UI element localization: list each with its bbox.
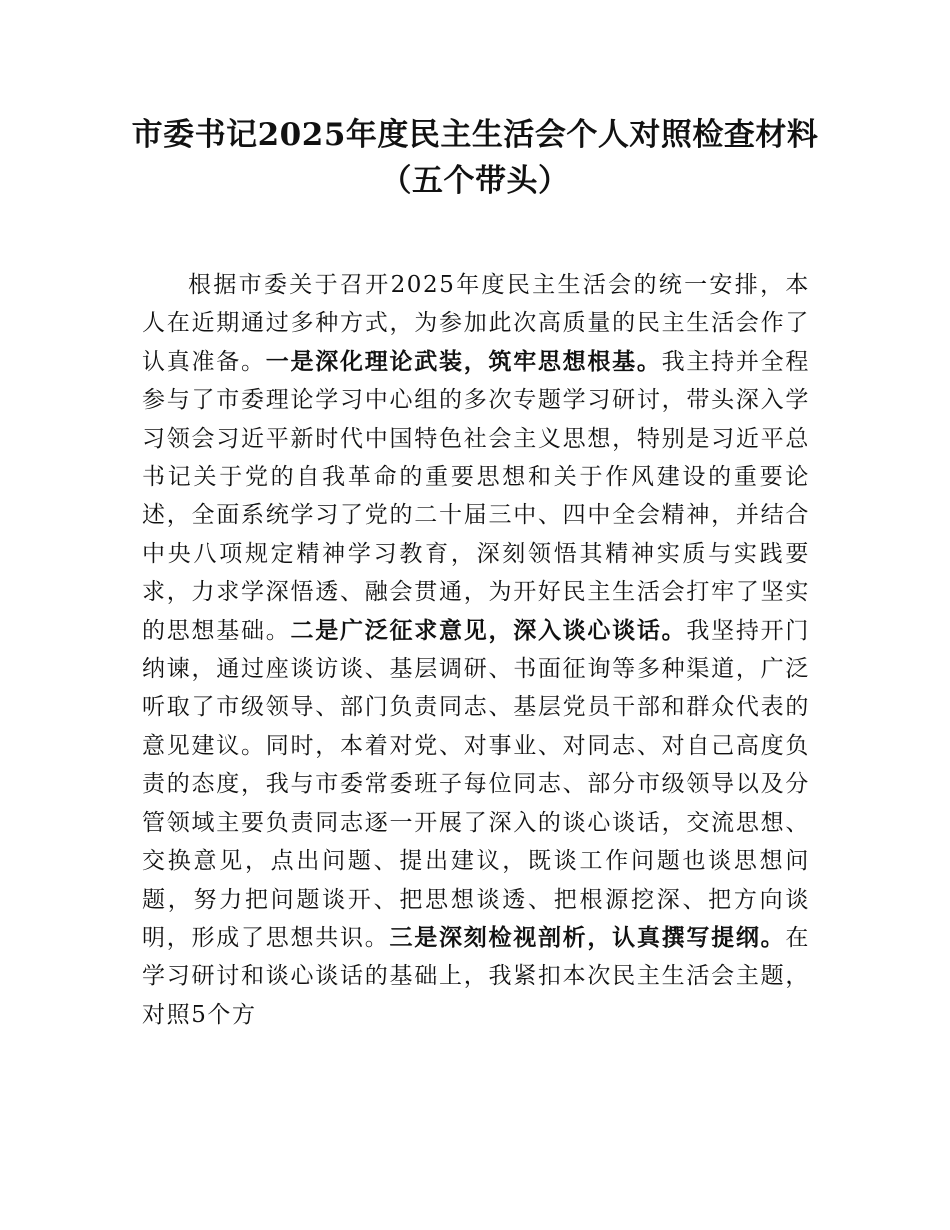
document-title: 市委书记2025年度民主生活会个人对照检查材料（五个带头） (131, 117, 819, 199)
point3-heading: 三是深刻检视剖析，认真撰写提纲。 (389, 924, 786, 951)
intro-text: 根据市委关于召开2025年度民主生活会的统一安排，本人在近期通过多种方式，为参加此次高质量的民主生活会作了认真准备。 (142, 272, 810, 375)
point3-text: 在学习研讨和谈心谈话的基础上，我紧扣本次民主生活会主题，对照5个方 (142, 924, 811, 1028)
point2-text: 我坚持开门纳谏，通过座谈访谈、基层调研、书面征询等多种渠道，广泛听取了市级领导、部门负责同志、基层党员干部和群众代表的意见建议。同时，本着对党、对事业、对同志、对自己高度负责的态度，我与市委常委班子每位同志、部分市级领导以及分管领域主要负责同志逐一开展了深入的谈心谈话，交流思想、交换意见，点出问题、提出建议，既谈工作问题也谈思想问题，努力把问题谈开、把思想谈透、把根源挖深、把方向谈明，形成了思想共识。 (142, 617, 811, 951)
point2-heading: 二是广泛征求意见，深入谈心谈话。 (290, 617, 687, 644)
point1-text: 我主持并全程参与了市委理论学习中心组的多次专题学习研讨，带头深入学习领会习近平新时代中国特色社会主义思想，特别是习近平总书记关于党的自我革命的重要思想和关于作风建设的重要论述，全面系统学习了党的二十届三中、四中全会精神，并结合中央八项规定精神学习教育，深刻领悟其精神实质与实践要求，力求学深悟透、融会贯通，为开好民主生活会打牢了坚实的思想基础。 (142, 348, 810, 644)
point1-heading: 一是深化理论武装，筑牢思想根基。 (265, 348, 662, 375)
body-paragraph (142, 266, 810, 1034)
